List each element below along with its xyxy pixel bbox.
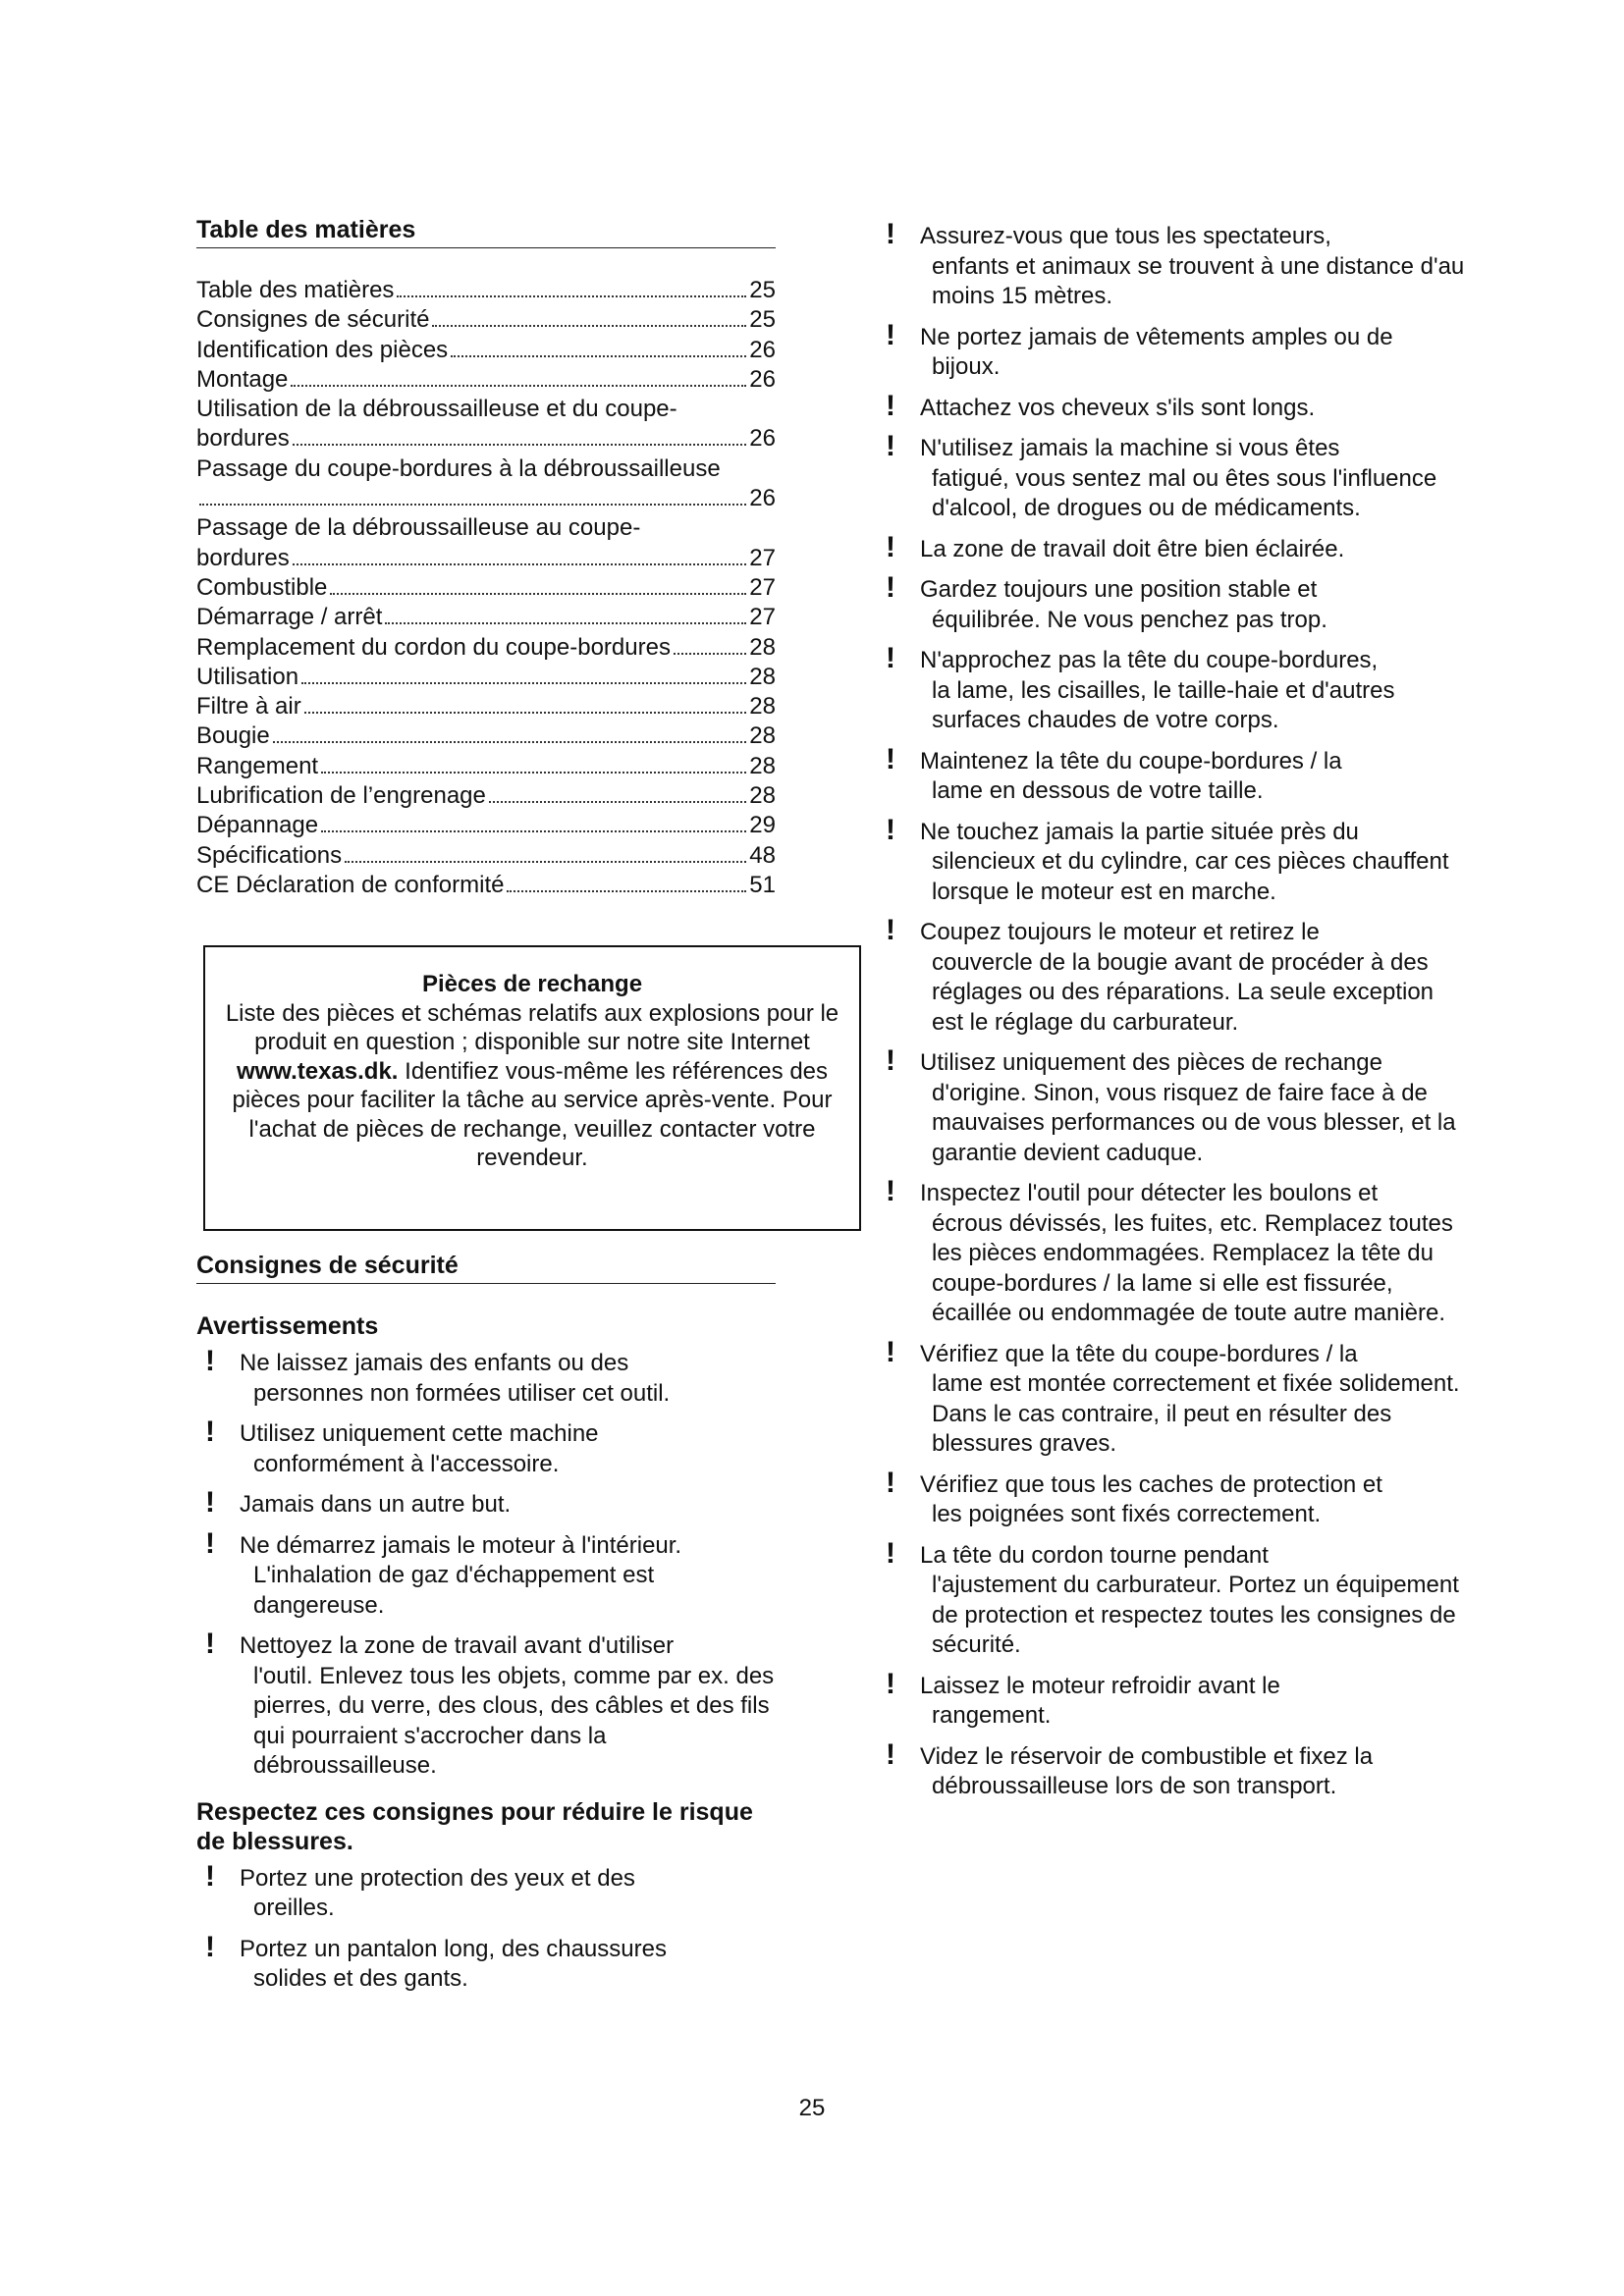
warning-text-continued: l'outil. Enlevez tous les objets, comme par ex. des pierres, du verre, des clous, des câbles et des fils qui pourraient s'accrocher dans la débroussailleuse. (253, 1662, 775, 1779)
exclamation-icon: ! (886, 1335, 895, 1368)
exclamation-icon: ! (886, 218, 895, 250)
warning-text: Ne touchez jamais la partie située près du (920, 818, 1359, 845)
warning-text: N'approchez pas la tête du coupe-bordures, (920, 647, 1379, 673)
warning-text-continued: débroussailleuse lors de son transport. (932, 1773, 1337, 1799)
toc-entry-title: bordures (196, 544, 290, 571)
toc-entry-title: Combustible (196, 573, 328, 601)
toc-entry-line1: Passage de la débroussailleuse au coupe- (196, 514, 641, 542)
warning-text: Utilisez uniquement des pièces de rechange (920, 1049, 1382, 1076)
exclamation-icon: ! (886, 389, 895, 422)
exclamation-icon: ! (886, 318, 895, 351)
toc-entry[interactable] (196, 841, 776, 871)
toc-entry[interactable] (196, 603, 776, 632)
warning-item (196, 1345, 785, 1409)
warning-item (877, 742, 1466, 807)
warning-item (877, 1044, 1466, 1168)
warning-text-continued: bijoux. (932, 353, 1001, 380)
warning-text: Attachez vos cheveux s'ils sont longs. (920, 394, 1316, 421)
exclamation-icon: ! (205, 1415, 215, 1448)
toc-entry-title: Consignes de sécurité (196, 306, 430, 334)
toc-entry-title: Filtre à air (196, 693, 301, 721)
warning-text-continued: personnes non formées utiliser cet outil. (253, 1379, 671, 1407)
warning-text: Portez une protection des yeux et des (240, 1864, 635, 1892)
toc-entry-title: Remplacement du cordon du coupe-bordures (196, 633, 671, 661)
exclamation-icon: ! (886, 571, 895, 604)
warning-item (196, 1628, 785, 1782)
toc-entry-page: 48 (749, 841, 776, 869)
toc-entry[interactable] (196, 692, 776, 721)
warning-text: Gardez toujours une position stable et (920, 576, 1318, 603)
toc-leader-dots (345, 861, 746, 863)
toc-leader-dots (330, 593, 746, 595)
warning-item (196, 1859, 785, 1924)
toc-entry[interactable] (196, 336, 776, 365)
warning-text: Ne portez jamais de vêtements amples ou de (920, 323, 1393, 350)
spare-parts-box (203, 945, 861, 1231)
warning-text: La tête du cordon tourne pendant (920, 1541, 1269, 1569)
warning-text-continued: la lame, les cisailles, le taille-haie et d'autres surfaces chaudes de votre corps. (932, 676, 1395, 733)
website-link: www.texas.dk. (236, 1057, 399, 1085)
toc-entry[interactable] (196, 573, 776, 603)
toc-entry[interactable] (196, 752, 776, 781)
warning-text: Inspectez l'outil pour détecter les boulons et (920, 1180, 1379, 1206)
toc-entry[interactable] (196, 484, 776, 513)
warnings-list (196, 1345, 785, 1782)
warning-item (877, 1175, 1466, 1329)
toc-leader-dots (291, 385, 746, 387)
warning-text: Coupez toujours le moteur et retirez le (920, 919, 1320, 945)
warning-text: La zone de travail doit être bien éclairée. (920, 535, 1345, 562)
warning-item (877, 914, 1466, 1038)
warning-text-continued: fatigué, vous sentez mal ou êtes sous l'influence d'alcool, de drogues ou de médicaments. (932, 464, 1437, 521)
toc-entry[interactable] (196, 544, 776, 573)
toc-entry[interactable] (196, 811, 776, 840)
toc-entry-line1: Utilisation de la débroussailleuse et du coupe- (196, 396, 677, 423)
exclamation-icon: ! (886, 1536, 895, 1570)
toc-leader-dots (385, 622, 746, 624)
warning-text-continued: silencieux et du cylindre, car ces pièces chauffent lorsque le moteur est en marche. (932, 848, 1449, 905)
toc-entry[interactable] (196, 365, 776, 395)
toc-entry[interactable] (196, 781, 776, 811)
warning-item (196, 1415, 785, 1479)
toc-entry[interactable] (196, 871, 776, 900)
toc-leader-dots (273, 741, 747, 743)
warning-item (877, 1536, 1466, 1661)
exclamation-icon: ! (886, 1466, 895, 1499)
toc-entry-title: bordures (196, 425, 290, 453)
toc-entry-page: 28 (749, 782, 776, 810)
toc-entry-page: 27 (749, 604, 776, 631)
toc-entry-page: 25 (749, 306, 776, 334)
toc-entry[interactable] (196, 663, 776, 692)
page-number: 25 (798, 2095, 826, 2121)
toc-entry-title: Démarrage / arrêt (196, 604, 383, 631)
warning-text-continued: enfants et animaux se trouvent à une distance d'au moins 15 mètres. (932, 252, 1465, 309)
warning-item (877, 1667, 1466, 1732)
toc-entry-page: 29 (749, 812, 776, 839)
warning-text: Assurez-vous que tous les spectateurs, (920, 223, 1331, 249)
warning-text-continued: solides et des gants. (253, 1965, 468, 1992)
toc-leader-dots (397, 295, 746, 297)
exclamation-icon: ! (205, 1859, 215, 1893)
warning-item (196, 1486, 785, 1521)
toc-entry-title: Dépannage (196, 812, 319, 839)
toc-entry-page: 25 (749, 277, 776, 303)
toc-entry-line1: Passage du coupe-bordures à la débroussailleuse (196, 454, 721, 482)
spare-parts-title: Pièces de rechange (421, 971, 643, 997)
warning-text-continued: lame est montée correctement et fixée solidement. Dans le cas contraire, il peut en résulter des blessures graves. (932, 1370, 1460, 1457)
warning-text: Videz le réservoir de combustible et fixez la (920, 1742, 1374, 1770)
toc-leader-dots (301, 682, 746, 684)
toc-entry-page: 27 (749, 573, 776, 601)
warning-item (877, 1737, 1466, 1802)
safety-section (196, 1250, 785, 2005)
warning-text: Utilisez uniquement cette machine (240, 1420, 599, 1447)
exclamation-icon: ! (205, 1345, 215, 1377)
exclamation-icon: ! (205, 1526, 215, 1560)
toc-entry-page: 51 (749, 871, 776, 898)
warning-item (877, 571, 1466, 635)
warning-text: Nettoyez la zone de travail avant d'utiliser (240, 1632, 675, 1659)
toc-entry-title: Spécifications (196, 841, 343, 869)
toc-entry-page: 28 (749, 752, 776, 779)
safety-heading: Consignes de sécurité (196, 1250, 776, 1284)
toc-leader-dots (321, 830, 746, 832)
warning-text-continued: l'ajustement du carburateur. Portez un équipement de protection et respectez toutes les consignes de sécurité. (932, 1572, 1459, 1658)
exclamation-icon: ! (205, 1486, 215, 1519)
exclamation-icon: ! (886, 813, 895, 846)
respect-list (196, 1859, 785, 1995)
warning-text-continued: oreilles. (253, 1895, 335, 1921)
warning-item (877, 1335, 1466, 1460)
warning-text-continued: lame en dessous de votre taille. (932, 777, 1264, 804)
warning-text-continued: équilibrée. Ne vous penchez pas trop. (932, 606, 1327, 633)
toc-leader-dots (199, 504, 746, 506)
toc-entry-page: 28 (749, 722, 776, 750)
warning-text-continued: d'origine. Sinon, vous risquez de faire face à de mauvaises performances ou de vous blesser, et la garantie devient caduque. (932, 1079, 1456, 1166)
toc-entry[interactable] (196, 633, 776, 663)
warning-text: Ne laissez jamais des enfants ou des (240, 1350, 629, 1376)
warning-text: Vérifiez que tous les caches de protection et (920, 1470, 1382, 1498)
warning-text: Vérifiez que la tête du coupe-bordures / la (920, 1340, 1358, 1367)
warning-text-continued: rangement. (932, 1702, 1052, 1729)
warning-text: Laissez le moteur refroidir avant le (920, 1672, 1280, 1699)
spare-parts-text: Liste des pièces et schémas relatifs aux explosions pour le produit en question ; disponible sur notre site Internet www.texas.dk. Identifiez vous-même les références des pièces pour faciliter la tâche au service après-vente. Pour l'achat de pièces de rechange, veuillez contacter votre revendeur. (225, 999, 839, 1171)
toc-entry-page: 28 (749, 663, 776, 690)
warning-text: Maintenez la tête du coupe-bordures / la (920, 747, 1342, 774)
toc-entry-page: 26 (749, 485, 776, 512)
warning-item (877, 813, 1466, 908)
warning-item (196, 1526, 785, 1622)
toc-entry-page: 28 (749, 693, 776, 721)
warning-text-continued: conformément à l'accessoire. (253, 1450, 560, 1477)
exclamation-icon: ! (886, 430, 895, 462)
exclamation-icon: ! (886, 1175, 895, 1207)
exclamation-icon: ! (205, 1628, 215, 1660)
toc-entry-title: Utilisation (196, 663, 299, 690)
toc-leader-dots (432, 325, 746, 327)
exclamation-icon: ! (886, 1044, 895, 1077)
toc-entry-page: 26 (749, 336, 776, 363)
exclamation-icon: ! (886, 1667, 895, 1700)
warning-text-continued: L'inhalation de gaz d'échappement est dangereuse. (253, 1562, 655, 1619)
warning-item (196, 1930, 785, 1995)
warning-text-continued: couvercle de la bougie avant de procéder à des réglages ou des réparations. La seule exception est le réglage du carburateur. (932, 948, 1435, 1036)
toc-entry[interactable] (196, 721, 776, 751)
toc-heading: Table des matières (196, 214, 776, 248)
exclamation-icon: ! (886, 742, 895, 775)
exclamation-icon: ! (886, 914, 895, 946)
warning-item (877, 642, 1466, 736)
right-warnings-list (877, 218, 1466, 1802)
toc-entry-title: Lubrification de l’engrenage (196, 782, 486, 810)
warning-text: Ne démarrez jamais le moteur à l'intérieur. (240, 1531, 682, 1559)
right-column (877, 218, 1466, 1813)
toc-entry-page: 26 (749, 365, 776, 393)
toc-leader-dots (489, 801, 746, 803)
warning-item (877, 218, 1466, 312)
toc-entry-page: 27 (749, 544, 776, 571)
toc-leader-dots (321, 772, 746, 774)
toc-entry[interactable] (196, 424, 776, 454)
warning-text-continued: les poignées sont fixés correctement. (932, 1501, 1322, 1527)
exclamation-icon: ! (886, 1737, 895, 1771)
toc-leader-dots (304, 712, 747, 714)
toc-entry-page: 26 (749, 425, 776, 453)
toc-entry-title: Table des matières (196, 277, 395, 303)
exclamation-icon: ! (886, 530, 895, 563)
warning-item (877, 430, 1466, 524)
warning-item (877, 318, 1466, 383)
warning-text: N'utilisez jamais la machine si vous êtes (920, 435, 1340, 461)
warning-item (877, 389, 1466, 424)
warning-text: Portez un pantalon long, des chaussures (240, 1935, 667, 1962)
toc-entry-title: Montage (196, 365, 289, 393)
exclamation-icon: ! (205, 1930, 215, 1963)
toc-leader-dots (293, 444, 747, 446)
warning-item (877, 530, 1466, 565)
toc-entry[interactable] (196, 276, 776, 305)
toc-leader-dots (451, 355, 746, 357)
toc-entry-title: Identification des pièces (196, 336, 449, 363)
toc-entry-page: 28 (749, 633, 776, 661)
toc-list (196, 276, 776, 900)
toc-entry-title: CE Déclaration de conformité (196, 871, 505, 898)
toc-entry-title: Rangement (196, 752, 319, 779)
warnings-heading: Avertissements (196, 1312, 379, 1340)
warning-text: Jamais dans un autre but. (240, 1491, 512, 1518)
toc-leader-dots (507, 890, 746, 892)
exclamation-icon: ! (886, 642, 895, 674)
toc-leader-dots (293, 563, 747, 565)
warning-text-continued: écrous dévissés, les fuites, etc. Remplacez toutes les pièces endommagées. Remplacez la tête du coupe-bordures / la lame si elle est fissurée, écaillée ou endommagée de toute autre manière. (932, 1209, 1453, 1326)
warning-item (877, 1466, 1466, 1530)
toc-entry[interactable] (196, 305, 776, 335)
toc-leader-dots (674, 653, 746, 655)
table-of-contents (196, 214, 785, 900)
toc-entry-title: Bougie (196, 722, 270, 750)
respect-heading: Respectez ces consignes pour réduire le risque de blessures. (196, 1797, 753, 1855)
